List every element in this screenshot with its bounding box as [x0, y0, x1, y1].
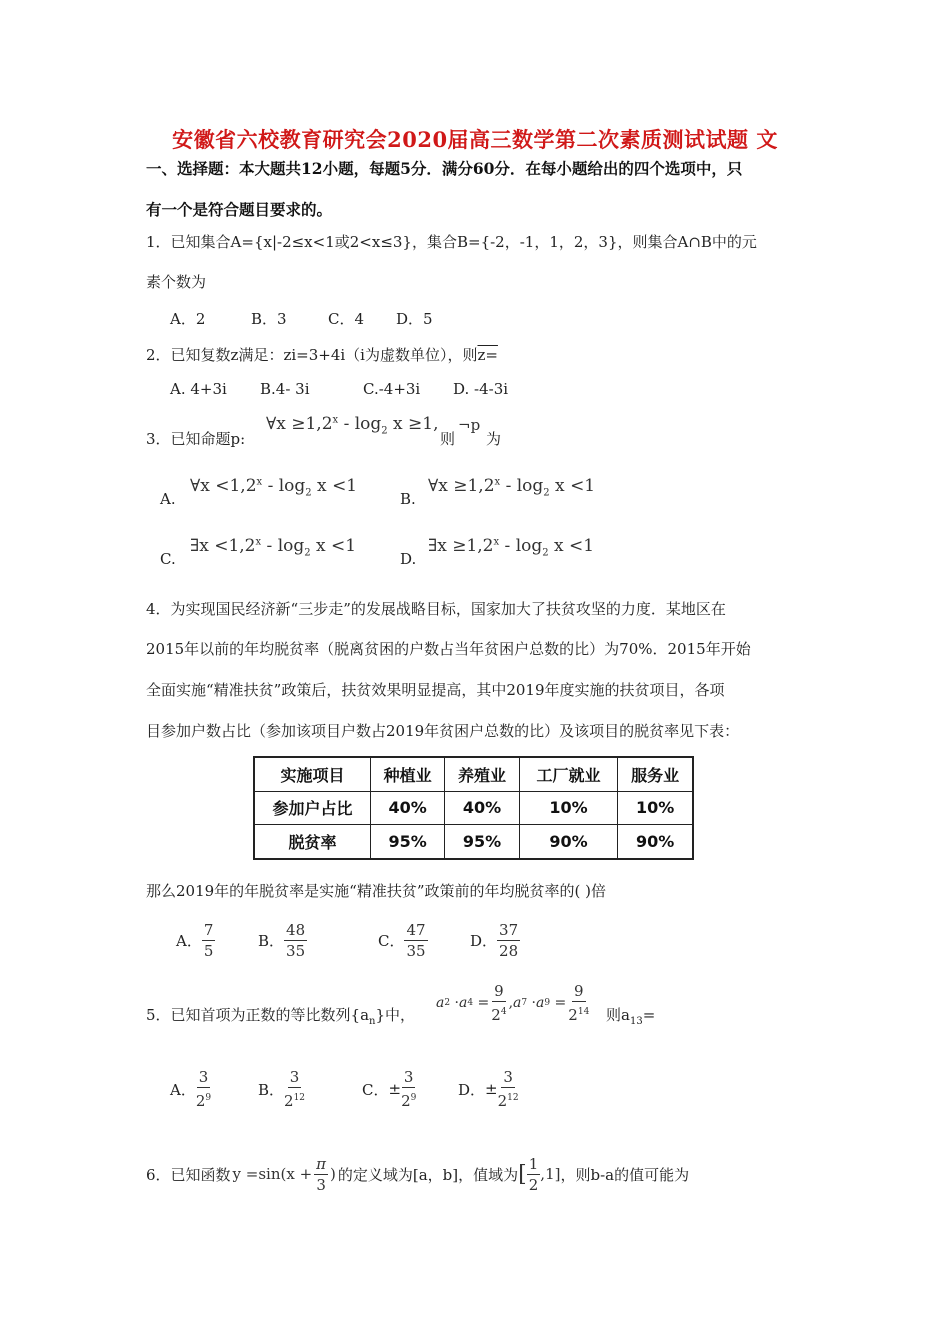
fraction-denominator: 28	[499, 941, 519, 960]
q1-option-c: C．4	[328, 310, 365, 328]
table-row	[254, 825, 693, 859]
fraction-numerator: 3	[503, 1068, 513, 1086]
q4-option-b-fraction	[284, 920, 307, 961]
q6-half: $\frac{1}{2}$	[528, 1154, 539, 1194]
q6-line	[146, 1154, 690, 1194]
q6-func: y =sin(x +	[232, 1165, 313, 1183]
q4-option-a-label: A．	[176, 931, 202, 950]
q4-option-d	[470, 918, 520, 962]
q5-then-b: =	[642, 1006, 656, 1024]
q3-formula-sub: 2	[381, 425, 388, 437]
q3-option-a: ∀x $<1,2^x - \log_2 x <1$	[190, 476, 358, 499]
q3-opt-c-mid: - log	[261, 536, 305, 556]
q3-opt-b-op: <1	[570, 476, 596, 496]
q1-line2: 素个数为	[146, 273, 207, 291]
q4-line3: 全面实施“精准扶贫”政策后，扶贫效果明显提高，其中2019年度实施的扶贫项目，各项	[146, 681, 725, 699]
q3-opt-d-mid: - log	[499, 536, 543, 556]
q2-zbar: z=	[477, 346, 498, 364]
q4-option-d-fraction	[497, 920, 520, 961]
fraction-denominator: $2^{12}$	[497, 1092, 519, 1110]
q3-option-c: ∃x $<1,2^x - \log_2 x <1$	[190, 536, 357, 559]
q5-option-b-fraction	[284, 1067, 305, 1111]
q3-opt-a-q: ∀x <1,2	[190, 476, 257, 496]
q6-mid: 的定义域为[a，b]，值域为	[337, 1165, 519, 1184]
fraction-denominator: 35	[406, 941, 426, 960]
q6-suffix: ，则b-a的值可能为	[560, 1165, 690, 1184]
q3-opt-c-sub: 2	[304, 547, 311, 559]
q2-option-a: A. 4+3i	[170, 380, 227, 398]
q5-then	[606, 1004, 655, 1027]
section-heading-line2: 有一个是符合题目要求的。	[146, 200, 333, 219]
q1-option-b: B．3	[251, 310, 287, 328]
q4-option-b-label: B．	[258, 931, 285, 950]
q4-option-a-fraction	[202, 920, 216, 961]
q6-range-end: ,1]	[540, 1165, 561, 1183]
q5-option-a	[170, 1064, 211, 1114]
q3-option-c-label: C.	[160, 550, 176, 568]
q3-option-d: ∃x $\ge 1,2^x - \log_2 x <1$	[428, 536, 595, 559]
table-cell: 90%	[519, 825, 618, 859]
fraction-numerator: 47	[406, 920, 426, 939]
table-cell: 40%	[445, 791, 519, 825]
q4-line4: 目参加户数占比（参加该项目户数占2019年贫困户总数的比）及该项目的脱贫率见下表：	[146, 722, 740, 740]
page-title: 安徽省六校教育研究会2020届高三数学第二次素质测试试题 文	[172, 127, 778, 152]
q4-option-c-fraction	[404, 920, 427, 961]
q6-prefix: 6．已知函数	[146, 1165, 231, 1184]
q3-formula	[266, 414, 439, 436]
fraction-denominator: $2^9$	[195, 1092, 212, 1110]
q4-option-d-label: D．	[470, 931, 498, 950]
q2-stem: 2．已知复数z满足：zi=3+4i（i为虚数单位），则	[146, 346, 478, 364]
table-cell: 10%	[618, 791, 693, 825]
q6-range: [ $\frac{1}{2}$ ,1]	[518, 1154, 561, 1194]
table-row	[254, 791, 693, 825]
q3-option-d-label: D.	[400, 550, 417, 568]
q5-option-c	[362, 1064, 416, 1114]
q2-option-c: C.-4+3i	[363, 380, 421, 398]
q5-prefix-b: }中，	[375, 1006, 416, 1024]
q3-opt-d-exp: x	[493, 536, 500, 548]
q3-option-b: ∀x $\ge 1,2^x - \log_2 x <1$	[428, 476, 596, 499]
q6-pi-over-3: $\frac{\pi}{3}$	[316, 1154, 327, 1194]
fraction-denominator: 5	[203, 941, 214, 960]
q3-opt-b-sub: 2	[543, 487, 550, 499]
q3-option-b-label: B.	[400, 490, 416, 508]
q1-line1: 1．已知集合A={x|-2≤x<1或2<x≤3}，集合B={-2，-1，1，2，3}，则集合A∩B中的元	[146, 233, 757, 251]
q5-then-sub: 13	[629, 1016, 643, 1027]
fraction-numerator: 7	[203, 920, 214, 939]
q4-line2: 2015年以前的年均脱贫率（脱离贫困的户数占当年贫困户总数的比）为70%．2015年开始	[146, 640, 751, 658]
q3-formula-a: ∀x ≥1,2	[266, 414, 333, 434]
q5-option-d-fraction	[498, 1067, 519, 1111]
q5-option-c-fraction	[401, 1067, 416, 1111]
q3-formula-b: - log	[338, 414, 382, 434]
fraction-denominator: 35	[286, 941, 306, 960]
q3-opt-c-exp: x	[255, 536, 262, 548]
fraction-numerator: 3	[289, 1068, 300, 1086]
q3-then: 则	[440, 430, 456, 448]
table-cell: 40%	[371, 791, 445, 825]
fraction-numerator: 48	[286, 920, 306, 939]
q3-prefix: 3．已知命题p:	[146, 430, 246, 448]
q5-option-a-fraction	[196, 1067, 211, 1111]
table-header-cell: 工厂就业	[519, 757, 618, 791]
q3-opt-c-q: ∃x <1,2	[190, 536, 256, 556]
table-header-cell: 实施项目	[254, 757, 371, 791]
table-header-row	[254, 757, 693, 791]
table-cell: 参加户占比	[254, 791, 371, 825]
q5-option-b-label: B．	[258, 1080, 285, 1099]
q6-function	[233, 1154, 336, 1195]
q5-then-a: 则a	[606, 1006, 630, 1024]
q4-option-b	[258, 918, 307, 962]
q5-option-d	[458, 1064, 519, 1114]
q4-option-a	[176, 918, 215, 962]
q3-formula-exp: x	[332, 414, 339, 426]
q6-close: )	[330, 1165, 336, 1183]
table-cell: 脱贫率	[254, 825, 371, 859]
table-cell: 95%	[371, 825, 445, 859]
fraction-numerator: 3	[403, 1068, 414, 1086]
q3-formula-c: x ≥1,	[387, 414, 439, 434]
section-heading-line1: 一、选择题：本大题共12小题，每题5分．满分60分．在每小题给出的四个选项中，只	[146, 159, 743, 178]
q3-negp: ¬p	[458, 416, 481, 434]
q3-opt-d-op: <1	[569, 536, 595, 556]
q4-question: 那么2019年的年脱贫率是实施“精准扶贫”政策前的年均脱贫率的( )倍	[146, 882, 606, 900]
table-header-cell: 服务业	[618, 757, 693, 791]
fraction-denominator: $2^9$	[401, 1092, 417, 1110]
q3-option-a-label: A.	[160, 490, 176, 508]
q3-opt-a-sub: 2	[305, 487, 312, 499]
q5-option-c-sign: ±	[388, 1080, 402, 1098]
q5-option-d-sign: ±	[485, 1080, 498, 1098]
poverty-table	[253, 756, 694, 860]
q1-option-a: A．2	[170, 310, 206, 328]
q2-option-d: D. -4-3i	[453, 380, 509, 398]
q3-suffix: 为	[486, 430, 502, 448]
table-header-cell: 种植业	[371, 757, 445, 791]
q3-opt-d-q: ∃x ≥1,2	[428, 536, 494, 556]
q5-prefix-sub: n	[369, 1016, 376, 1027]
q3-opt-d-sub: 2	[542, 547, 549, 559]
q2-text	[146, 344, 498, 365]
table-cell: 10%	[519, 791, 618, 825]
table-header-cell: 养殖业	[445, 757, 519, 791]
q5-option-d-label: D．	[458, 1080, 486, 1099]
q5-condition: a 2 · a 4 = $\frac{9}{2^4}$ , a 7 · a 9 = $\frac{9}{2^{14}}$	[436, 982, 590, 1024]
q3-opt-c-op: <1	[331, 536, 357, 556]
q3-opt-b-exp: x	[494, 476, 501, 488]
fraction-numerator: 3	[198, 1068, 209, 1086]
q4-option-c	[378, 918, 428, 962]
q5-prefix	[146, 1004, 415, 1027]
q4-line1: 4．为实现国民经济新“三步走”的发展战略目标，国家加大了扶贫攻坚的力度．某地区在	[146, 600, 726, 618]
q5-option-b	[258, 1064, 305, 1114]
q5-option-c-label: C．	[362, 1080, 389, 1099]
q1-option-d: D．5	[396, 310, 433, 328]
table-cell: 95%	[445, 825, 519, 859]
q3-opt-a-op: <1	[332, 476, 358, 496]
q3-opt-b-q: ∀x ≥1,2	[428, 476, 495, 496]
q4-option-c-label: C．	[378, 931, 405, 950]
q2-option-b: B.4- 3i	[260, 380, 310, 398]
q3-opt-a-exp: x	[256, 476, 263, 488]
q3-opt-b-mid: - log	[500, 476, 544, 496]
fraction-denominator: $2^{12}$	[284, 1092, 306, 1110]
q5-option-a-label: A．	[170, 1080, 196, 1099]
q5-prefix-a: 5．已知首项为正数的等比数列{a	[146, 1006, 370, 1024]
table-cell: 90%	[618, 825, 693, 859]
fraction-numerator: 37	[499, 920, 519, 939]
q3-opt-a-mid: - log	[262, 476, 306, 496]
